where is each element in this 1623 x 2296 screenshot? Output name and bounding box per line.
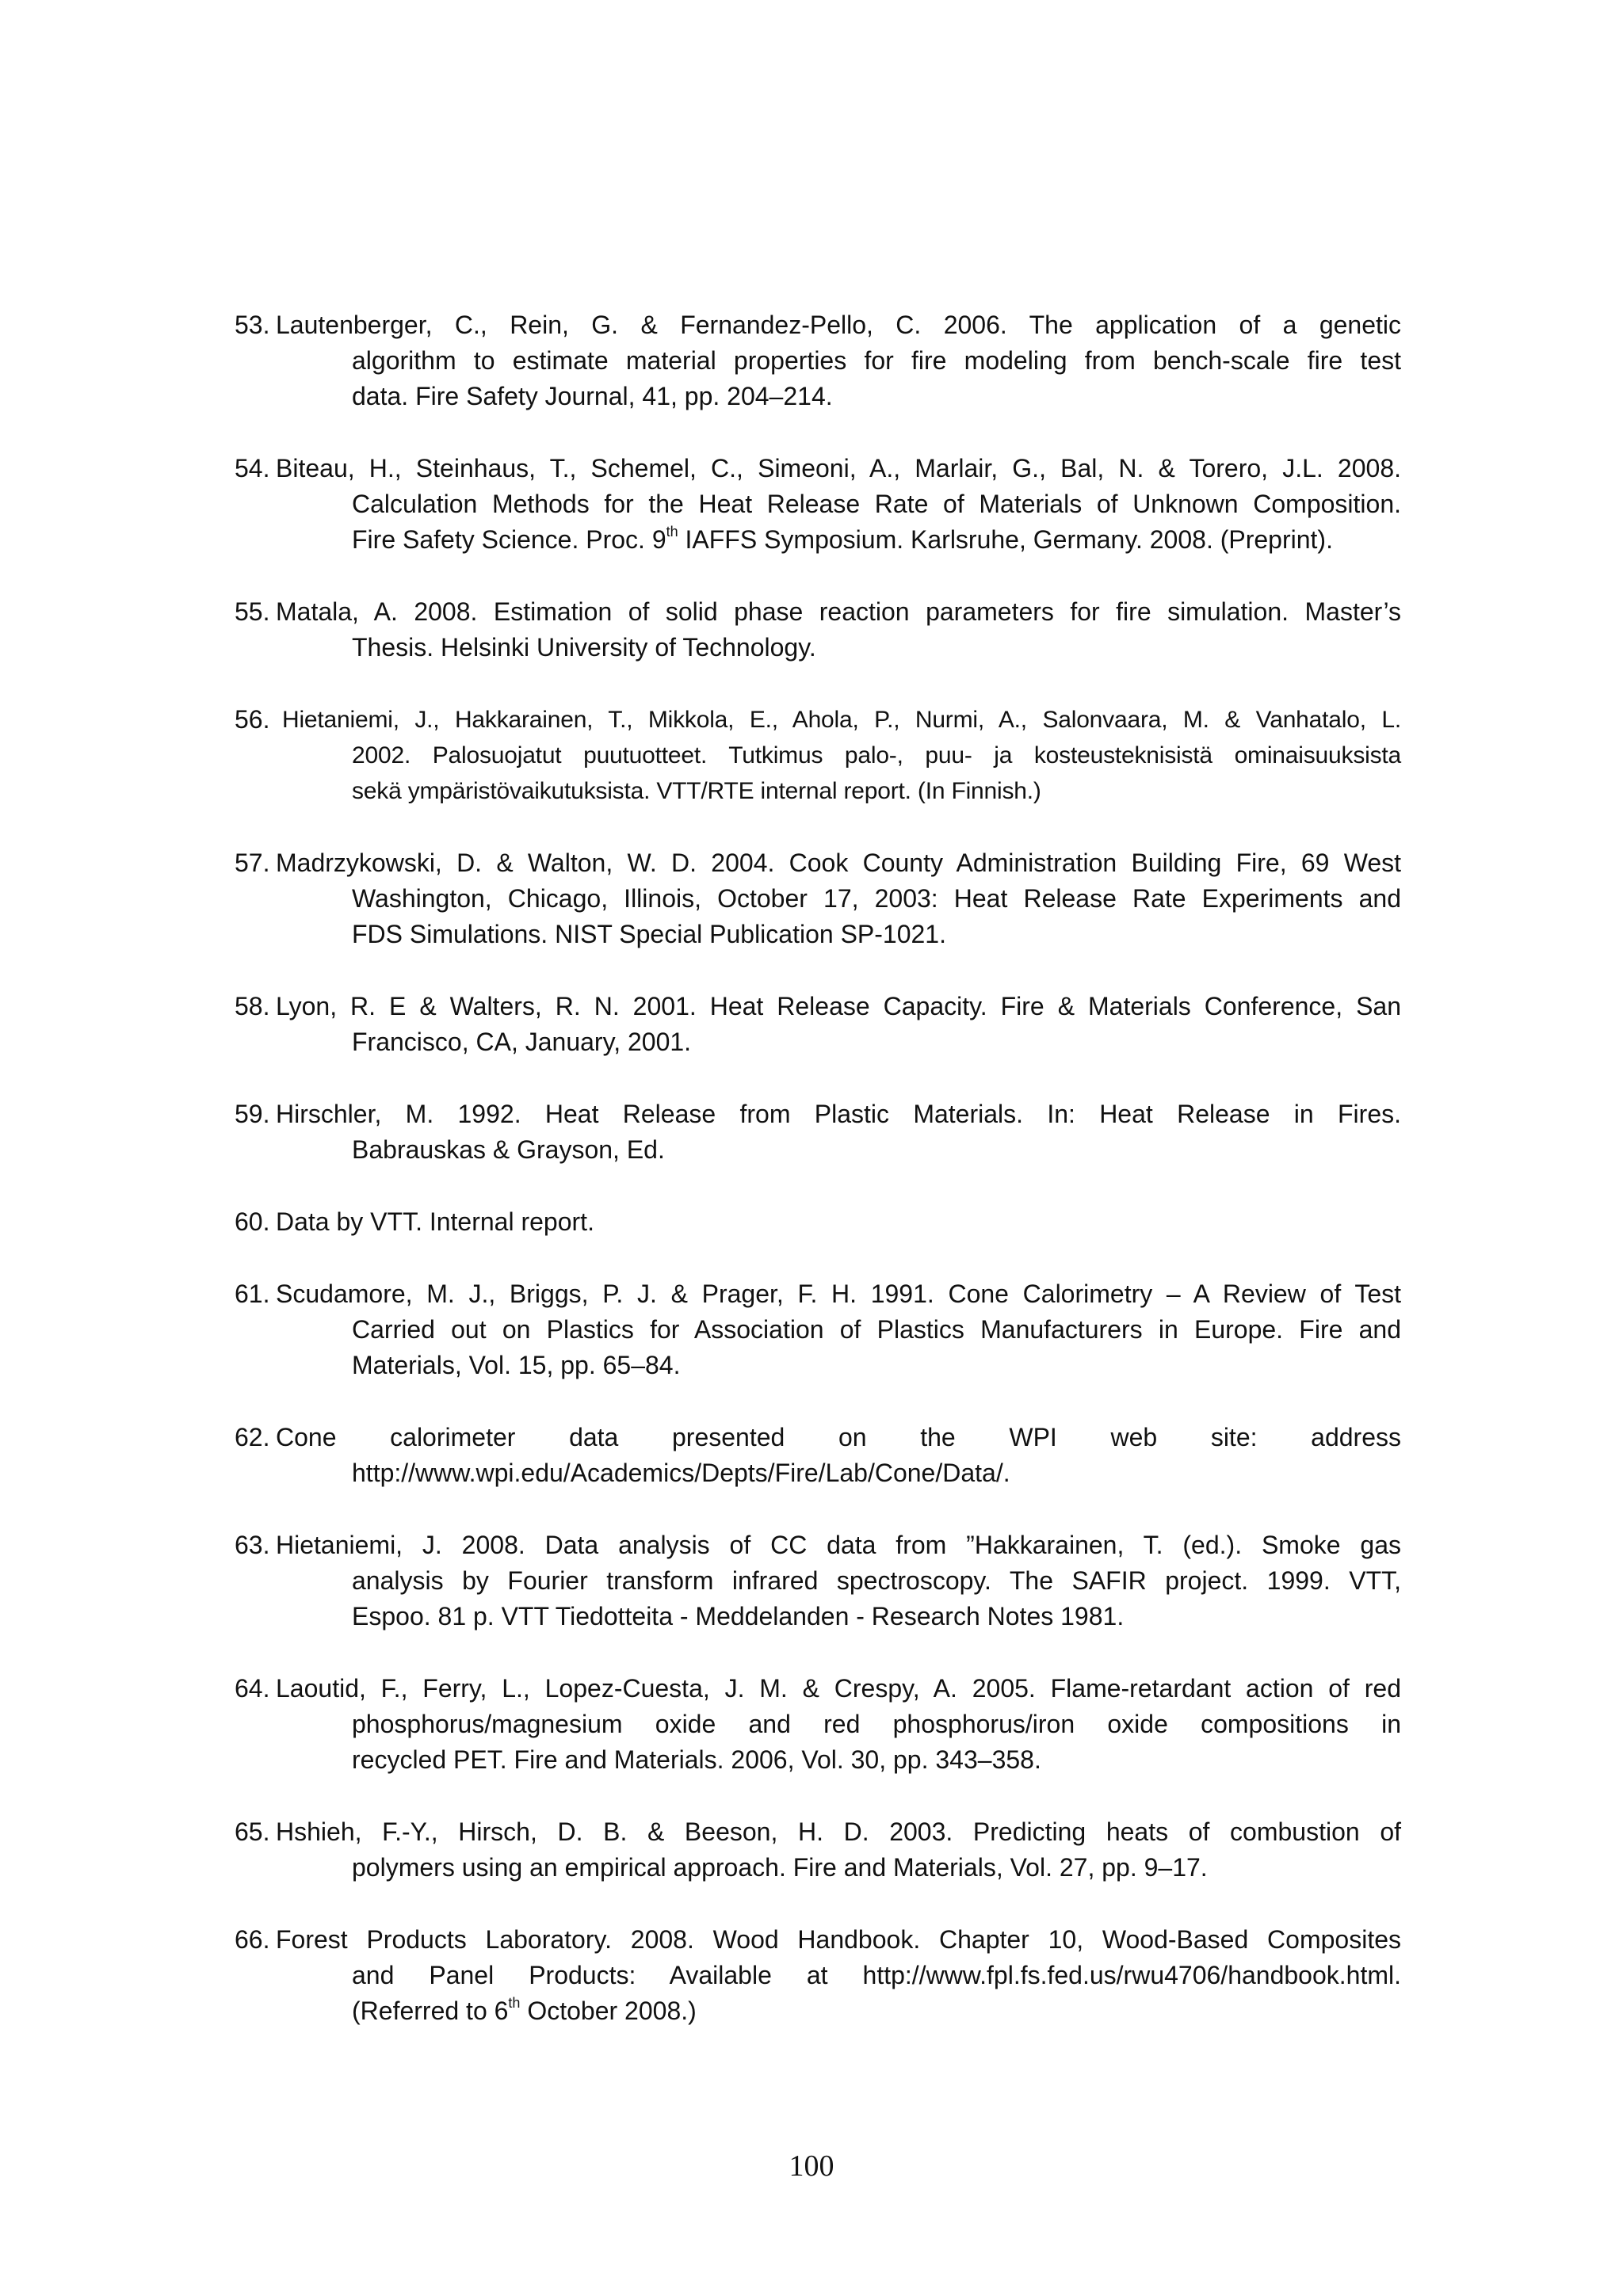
reference-line: Espoo. 81 p. VTT Tiedotteita - Meddelanden - Research Notes 1981. xyxy=(352,1602,1125,1630)
reference-line: Lautenberger, C., Rein, G. & Fernandez-Pello, C. 2006. The application of a genetic xyxy=(276,311,1401,339)
reference-line: polymers using an empirical approach. Fire and Materials, Vol. 27, pp. 9–17. xyxy=(352,1853,1208,1882)
reference-item-63 xyxy=(235,1527,1401,1634)
reference-number: 65. xyxy=(235,1817,270,1846)
reference-line: Washington, Chicago, Illinois, October 17, 2003: Heat Release Rate Experiments and xyxy=(352,884,1401,913)
reference-item-59 xyxy=(235,1097,1401,1168)
reference-item-62 xyxy=(235,1420,1401,1491)
reference-number: 59. xyxy=(235,1100,270,1128)
reference-number: 62. xyxy=(235,1423,270,1451)
reference-number: 58. xyxy=(235,992,270,1020)
reference-text: IAFFS Symposium. Karlsruhe, Germany. 2008. (Preprint). xyxy=(678,525,1333,554)
reference-line: analysis by Fourier transform infrared spectroscopy. The SAFIR project. 1999. VTT, xyxy=(352,1566,1401,1595)
reference-item-56 xyxy=(235,702,1401,809)
reference-line: Thesis. Helsinki University of Technology. xyxy=(352,633,816,662)
reference-line: Scudamore, M. J., Briggs, P. J. & Prager, F. H. 1991. Cone Calorimetry – A Review of Test xyxy=(276,1280,1401,1308)
reference-line: Materials, Vol. 15, pp. 65–84. xyxy=(352,1351,681,1379)
reference-line: Hietaniemi, J. 2008. Data analysis of CC data from ”Hakkarainen, T. (ed.). Smoke gas xyxy=(276,1531,1401,1559)
reference-number: 64. xyxy=(235,1674,270,1703)
reference-number: 56. xyxy=(235,705,270,734)
superscript-ordinal: th xyxy=(666,524,678,540)
reference-item-66 xyxy=(235,1922,1401,2029)
reference-number: 55. xyxy=(235,597,270,626)
reference-line: Forest Products Laboratory. 2008. Wood Handbook. Chapter 10, Wood-Based Composites xyxy=(276,1925,1401,1954)
reference-item-54 xyxy=(235,451,1401,558)
page-number: 100 xyxy=(789,2149,834,2183)
reference-line: 2002. Palosuojatut puutuotteet. Tutkimus palo-, puu- ja kosteusteknisistä ominaisuuksista xyxy=(352,742,1401,769)
reference-item-58 xyxy=(235,989,1401,1060)
reference-line: Calculation Methods for the Heat Release Rate of Materials of Unknown Composition. xyxy=(352,490,1401,518)
reference-line: Babrauskas & Grayson, Ed. xyxy=(352,1135,665,1164)
reference-number: 54. xyxy=(235,454,270,482)
reference-line: Hirschler, M. 1992. Heat Release from Plastic Materials. In: Heat Release in Fires. xyxy=(276,1100,1401,1128)
reference-line: FDS Simulations. NIST Special Publication SP-1021. xyxy=(352,920,946,948)
reference-line xyxy=(352,1993,1401,2029)
reference-line: Data by VTT. Internal report. xyxy=(276,1207,594,1236)
reference-item-57 xyxy=(235,845,1401,952)
reference-text: Fire Safety Science. Proc. 9 xyxy=(352,525,666,554)
reference-line: and Panel Products: Available at http://www.fpl.fs.fed.us/rwu4706/handbook.html. xyxy=(352,1961,1401,1989)
reference-item-60 xyxy=(235,1204,1401,1240)
reference-number: 60. xyxy=(235,1207,270,1236)
reference-item-61 xyxy=(235,1276,1401,1383)
reference-line: algorithm to estimate material properties for fire modeling from bench-scale fire test xyxy=(352,346,1401,375)
reference-line: Hietaniemi, J., Hakkarainen, T., Mikkola, E., Ahola, P., Nurmi, A., Salonvaara, M. & Vanhatalo, L. xyxy=(282,707,1401,733)
reference-line: Carried out on Plastics for Association of Plastics Manufacturers in Europe. Fire and xyxy=(352,1315,1401,1344)
reference-line: Madrzykowski, D. & Walton, W. D. 2004. Cook County Administration Building Fire, 69 West xyxy=(276,849,1401,877)
reference-line: Hshieh, F.-Y., Hirsch, D. B. & Beeson, H. D. 2003. Predicting heats of combustion of xyxy=(276,1817,1401,1846)
reference-number: 61. xyxy=(235,1280,270,1308)
reference-number: 63. xyxy=(235,1531,270,1559)
reference-item-64 xyxy=(235,1671,1401,1778)
reference-number: 53. xyxy=(235,311,270,339)
reference-line: Lyon, R. E & Walters, R. N. 2001. Heat Release Capacity. Fire & Materials Conference, San xyxy=(276,992,1401,1020)
superscript-ordinal: th xyxy=(508,1995,521,2011)
reference-line: sekä ympäristövaikutuksista. VTT/RTE internal report. (In Finnish.) xyxy=(352,778,1041,804)
reference-line: recycled PET. Fire and Materials. 2006, Vol. 30, pp. 343–358. xyxy=(352,1745,1041,1774)
reference-list xyxy=(235,307,1401,2065)
reference-text: (Referred to 6 xyxy=(352,1997,509,2025)
reference-number: 57. xyxy=(235,849,270,877)
reference-line xyxy=(352,522,1401,558)
reference-line: data. Fire Safety Journal, 41, pp. 204–214. xyxy=(352,382,833,410)
reference-line: http://www.wpi.edu/Academics/Depts/Fire/Lab/Cone/Data/. xyxy=(352,1459,1010,1487)
reference-item-55 xyxy=(235,594,1401,666)
reference-item-65 xyxy=(235,1814,1401,1886)
reference-number: 66. xyxy=(235,1925,270,1954)
reference-line: Laoutid, F., Ferry, L., Lopez-Cuesta, J. M. & Crespy, A. 2005. Flame-retardant action of red xyxy=(276,1674,1401,1703)
reference-item-53 xyxy=(235,307,1401,414)
reference-text: October 2008.) xyxy=(520,1997,697,2025)
reference-line: Biteau, H., Steinhaus, T., Schemel, C., Simeoni, A., Marlair, G., Bal, N. & Torero, J.L. 2008. xyxy=(276,454,1401,482)
reference-line: Francisco, CA, January, 2001. xyxy=(352,1028,692,1056)
reference-line: Cone calorimeter data presented on the WPI web site: address xyxy=(276,1423,1401,1451)
reference-line: Matala, A. 2008. Estimation of solid phase reaction parameters for fire simulation. Master’s xyxy=(276,597,1401,626)
reference-line: phosphorus/magnesium oxide and red phosphorus/iron oxide compositions in xyxy=(352,1710,1401,1738)
